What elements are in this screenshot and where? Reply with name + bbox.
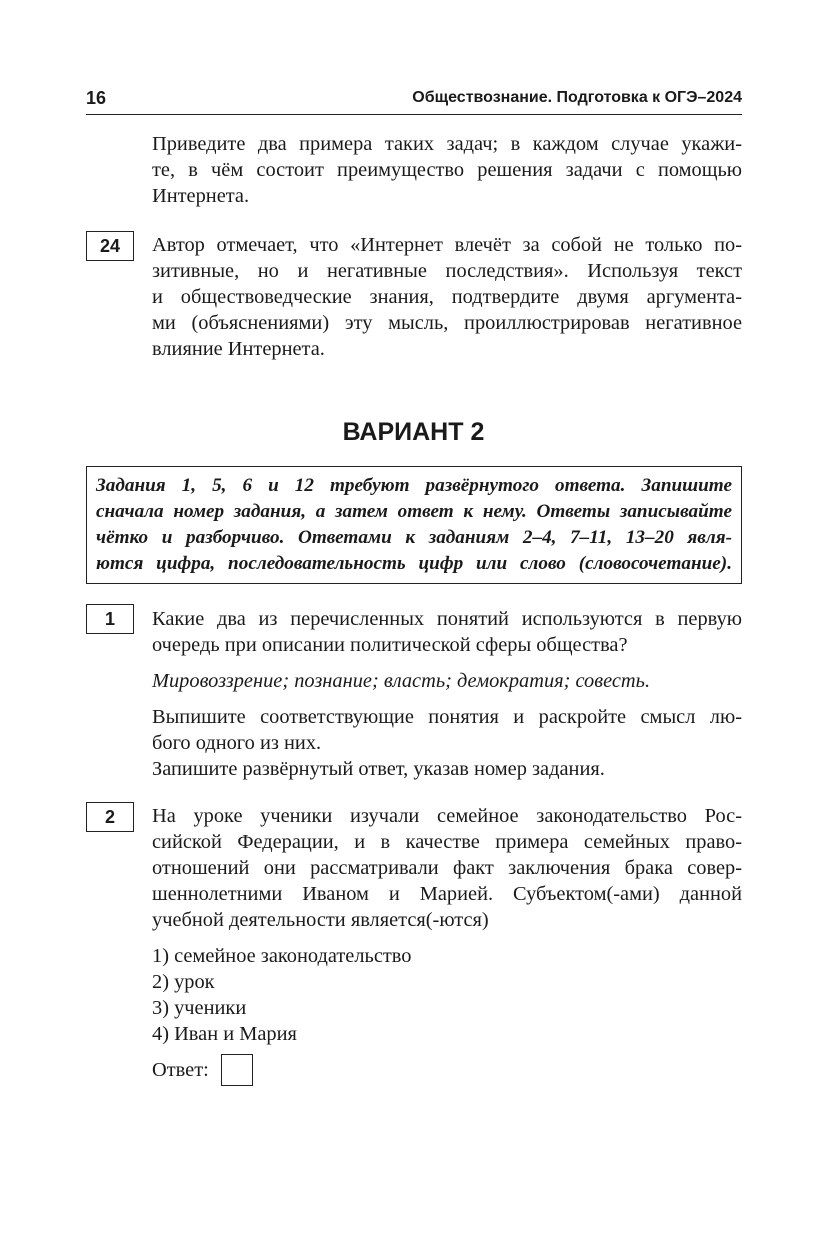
text-line: очередь при описании политической сферы общества? <box>152 634 628 656</box>
page-number: 16 <box>86 88 107 108</box>
task-24-number: 24 <box>86 231 134 261</box>
text-line: бого одного из них. <box>152 732 322 754</box>
answer-box[interactable] <box>221 1054 253 1086</box>
task-1-question <box>152 606 742 658</box>
text-line: сийской Федерации, и в качестве примера семейных право- <box>152 831 742 853</box>
task-2-question <box>152 803 742 933</box>
text-line: зитивные, но и негативные последствия». Используя текст <box>152 260 742 282</box>
answer-label: Ответ: <box>152 1058 209 1081</box>
task-1-terms <box>152 668 742 694</box>
instruction-line: ются цифра, последовательность цифр или слово (словосочетание). <box>96 553 732 574</box>
text-line: шеннолетними Иваном и Марией. Субъектом(-ами) данной <box>152 883 742 905</box>
text-line: отношений они рассматривали факт заключения брака совер- <box>152 857 742 879</box>
option-1: 1) семейное законодательство <box>152 945 412 967</box>
instructions-box <box>86 466 742 584</box>
text-line: Автор отмечает, что «Интернет влечёт за собой не только по- <box>152 234 742 256</box>
text-line: Интернета. <box>152 185 250 207</box>
page-header <box>86 88 742 115</box>
text-line: и обществоведческие знания, подтвердите двумя аргумента- <box>152 286 742 308</box>
text-line: те, в чём состоит преимущество решения задачи с помощью <box>152 159 742 181</box>
text-line: Какие два из перечисленных понятий используются в первую <box>152 608 742 630</box>
text-line: На уроке ученики изучали семейное законодательство Рос- <box>152 805 742 827</box>
task-24-text <box>152 232 742 362</box>
task-1-instruction <box>152 704 742 782</box>
instruction-line: сначала номер задания, а затем ответ к нему. Ответы записывайте <box>96 501 732 522</box>
instruction-line: чётко и разборчиво. Ответами к заданиям 2–4, 7–11, 13–20 явля- <box>96 527 732 548</box>
option-3: 3) ученики <box>152 997 247 1019</box>
task-1-number: 1 <box>86 604 134 634</box>
text-line: влияние Интернета. <box>152 338 325 360</box>
terms-line: Мировоззрение; познание; власть; демократия; совесть. <box>152 670 651 692</box>
option-4: 4) Иван и Мария <box>152 1023 297 1045</box>
text-line: учебной деятельности является(-ются) <box>152 909 489 931</box>
text-line: Выпишите соответствующие понятия и раскройте смысл лю- <box>152 706 742 728</box>
text-line: ми (объяснениями) эту мысль, проиллюстрировав негативное <box>152 312 742 334</box>
continuation-text <box>152 131 742 209</box>
task-2-number: 2 <box>86 802 134 832</box>
text-line: Приведите два примера таких задач; в каждом случае укажи- <box>152 133 742 155</box>
text-line: Запишите развёрнутый ответ, указав номер задания. <box>152 758 605 780</box>
answer-row <box>152 1054 253 1086</box>
running-title: Обществознание. Подготовка к ОГЭ–2024 <box>412 89 742 106</box>
instruction-line: Задания 1, 5, 6 и 12 требуют развёрнутого ответа. Запишите <box>96 475 732 496</box>
variant-title: ВАРИАНТ 2 <box>342 418 485 446</box>
option-2: 2) урок <box>152 971 215 993</box>
